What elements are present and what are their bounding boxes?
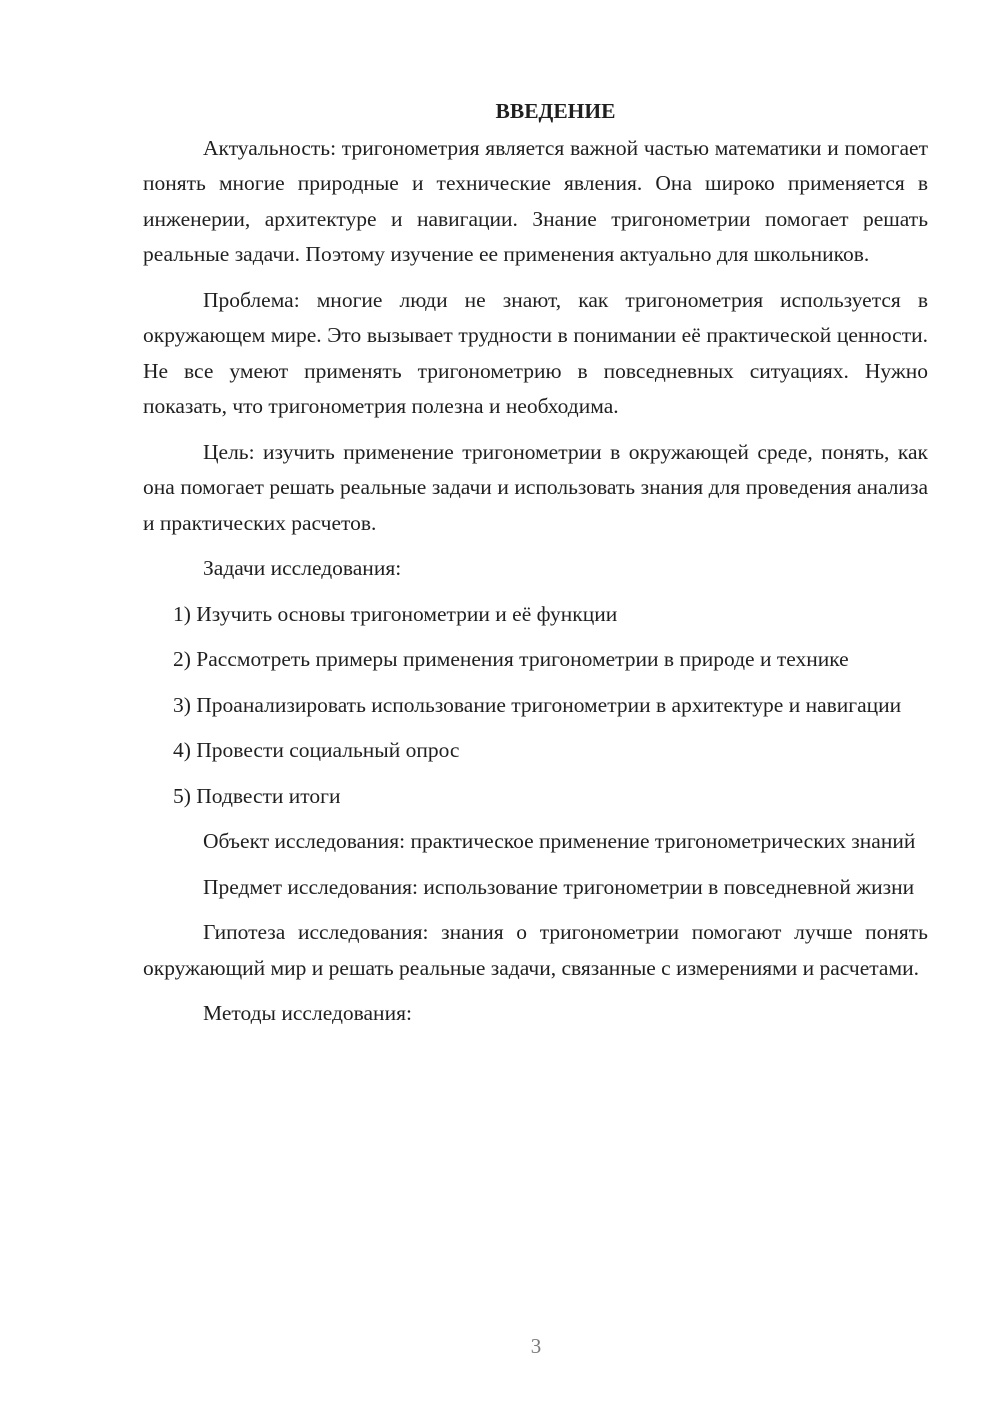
task-item: 2) Рассмотреть примеры применения тригонометрии в природе и технике [173,647,849,671]
page-number: 3 [530,1334,542,1358]
section-heading: ВВЕДЕНИЕ [495,99,616,123]
relevance-paragraph: Актуальность: тригонометрия является важной частью математики и помогает понять многие природные и технические явления. Она широко применяется в инженерии, архитектуре и навигации. Знание тригонометрии помогает решать реальные задачи. Поэтому изучение ее применения актуально для школьников. [143,135,928,266]
hypothesis-paragraph: Гипотеза исследования: знания о тригонометрии помогают лучше понять окружающий мир и решать реальные задачи, связанные с измерениями и расчетами. [143,920,928,980]
subject-paragraph: Предмет исследования: использование тригонометрии в повседневной жизни [203,874,915,899]
task-item: 1) Изучить основы тригонометрии и её функции [173,601,618,626]
goal-paragraph: Цель: изучить применение тригонометрии в окружающей среде, понять, как она помогает решать реальные задачи и использовать знания для проведения анализа и практических расчетов. [143,439,928,535]
object-paragraph: Объект исследования: практическое применение тригонометрических знаний [203,829,916,853]
tasks-title: Задачи исследования: [203,556,402,580]
task-item: 4) Провести социальный опрос [173,738,460,762]
methods-title: Методы исследования: [203,1001,412,1025]
page-content [143,94,928,1032]
tasks-list [143,597,928,815]
task-item: 5) Подвести итоги [173,783,341,808]
task-item: 3) Проанализировать использование тригонометрии в архитектуре и навигации [173,692,902,717]
problem-paragraph: Проблема: многие люди не знают, как тригонометрия используется в окружающем мире. Это вызывает трудности в понимании её практической ценности. Не все умеют применять тригонометрию в повседневных ситуациях. Нужно показать, что тригонометрия полезна и необходима. [143,287,928,418]
